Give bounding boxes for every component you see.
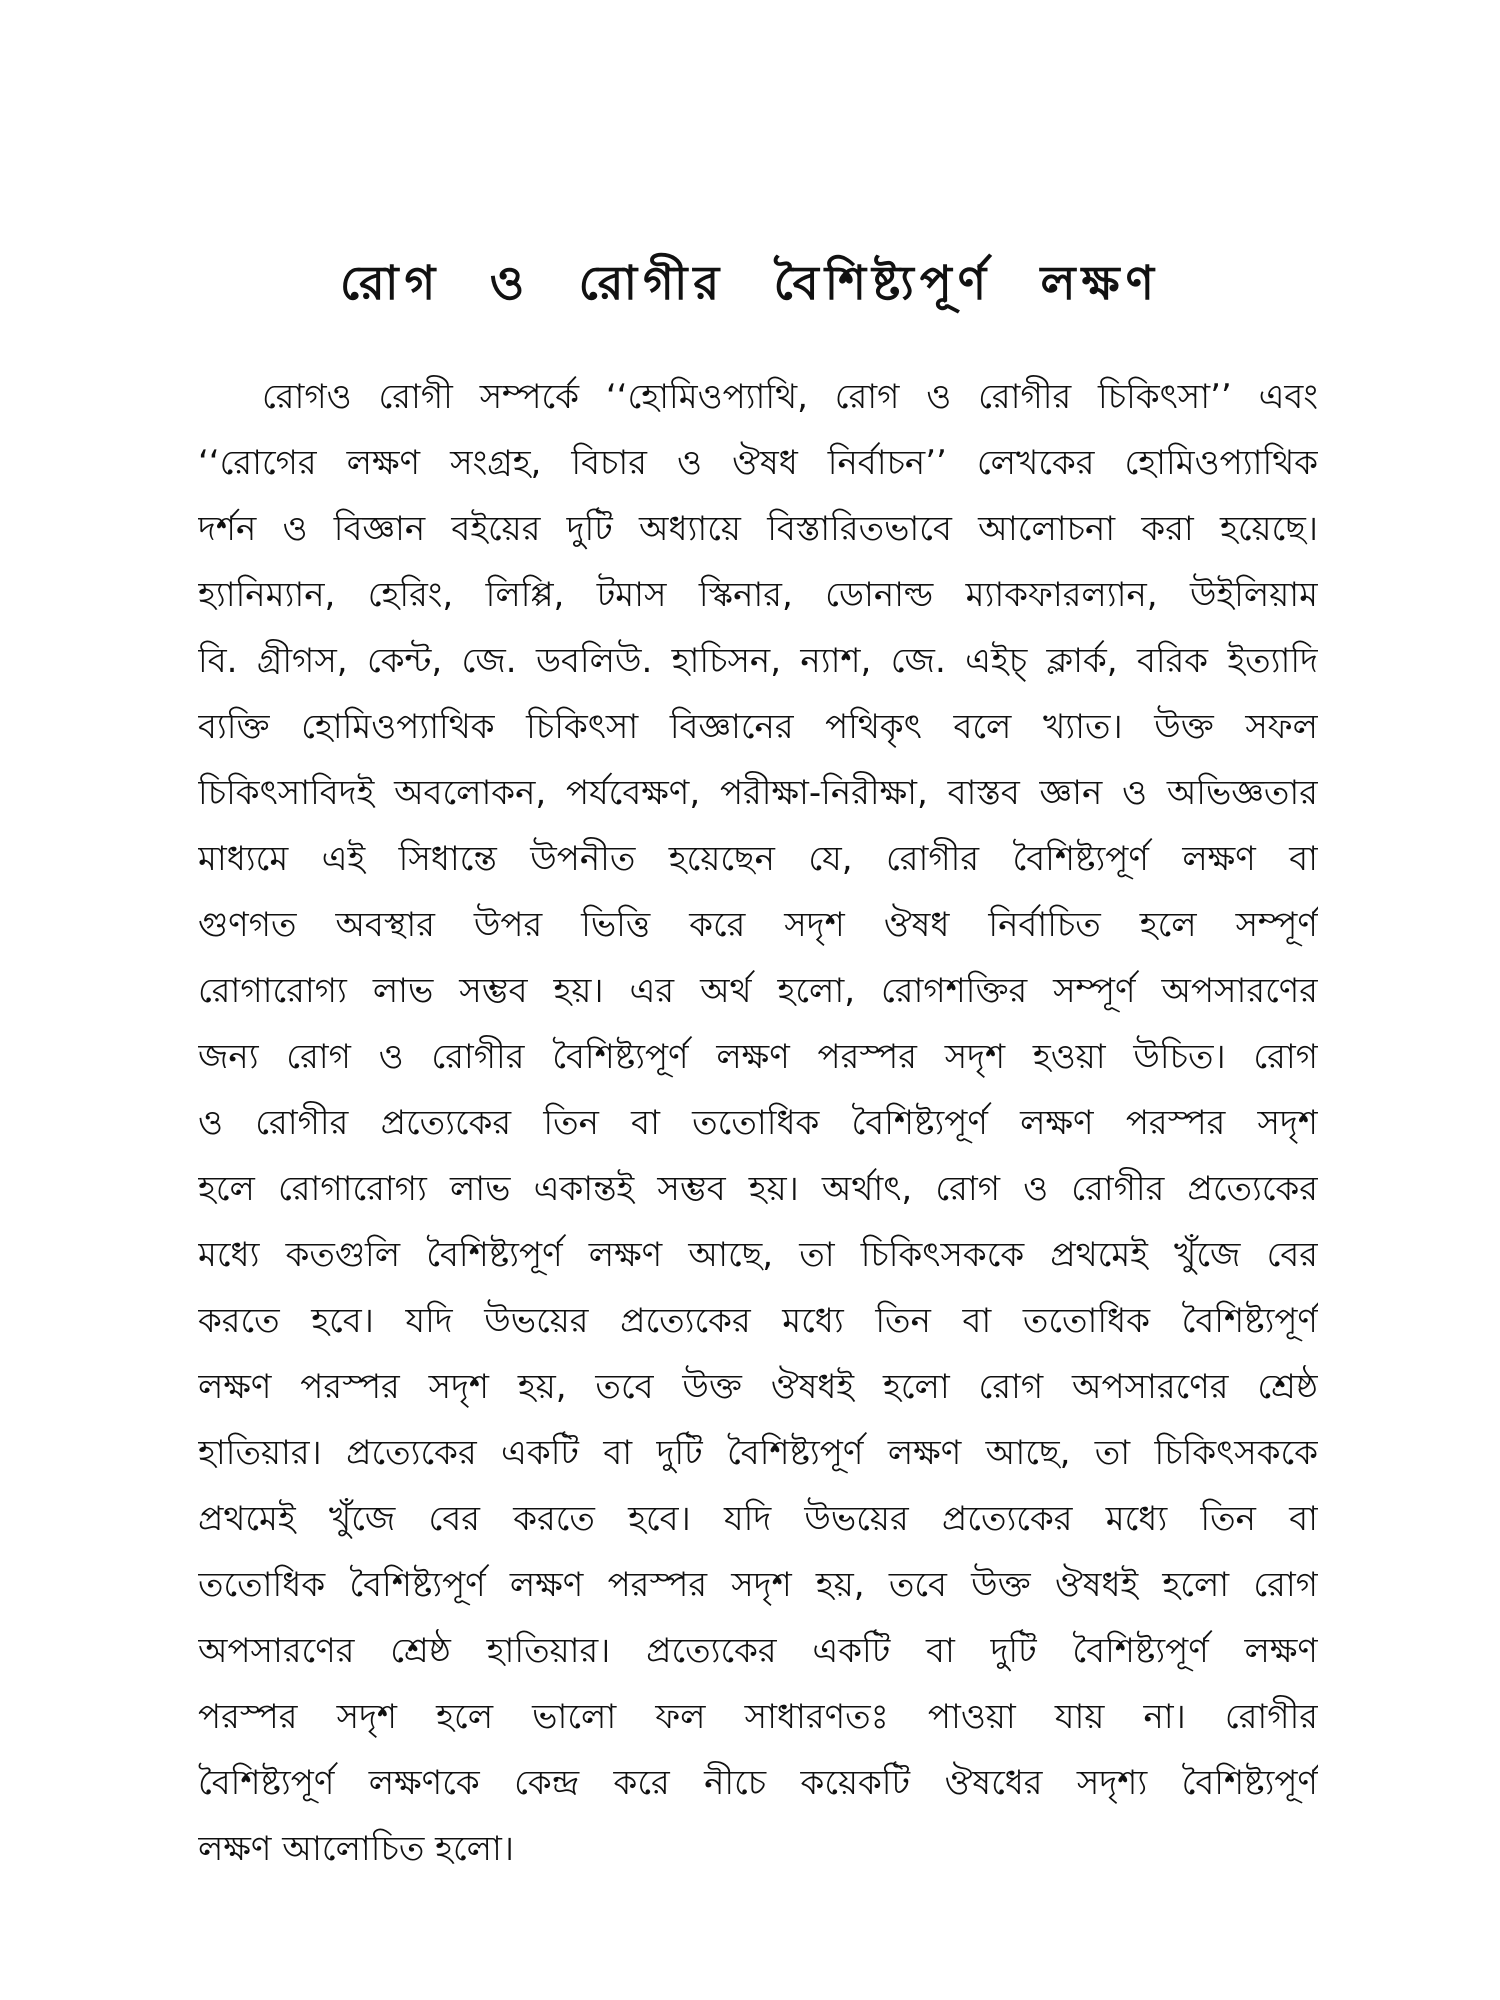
text-line: জন্য রোগ ও রোগীর বৈশিষ্ট্যপূর্ণ লক্ষণ পরস্পর সদৃশ হওয়া উচিত। রোগ: [198, 1037, 1318, 1077]
text-line: হাতিয়ার। প্রত্যেকের একটি বা দুটি বৈশিষ্ট্যপূর্ণ লক্ষণ আছে, তা চিকিৎসককে: [198, 1433, 1318, 1473]
text-line: লক্ষণ পরস্পর সদৃশ হয়, তবে উক্ত ঔষধই হলো রোগ অপসারণের শ্রেষ্ঠ: [198, 1367, 1318, 1407]
text-line: বৈশিষ্ট্যপূর্ণ লক্ষণকে কেন্দ্র করে নীচে কয়েকটি ঔষধের সদৃশ্য বৈশিষ্ট্যপূর্ণ: [198, 1763, 1318, 1803]
body-paragraph: [198, 364, 1318, 1882]
text-line: চিকিৎসাবিদই অবলোকন, পর্যবেক্ষণ, পরীক্ষা-নিরীক্ষা, বাস্তব জ্ঞান ও অভিজ্ঞতার: [198, 773, 1318, 813]
text-line: দর্শন ও বিজ্ঞান বইয়ের দুটি অধ্যায়ে বিস্তারিতভাবে আলোচনা করা হয়েছে।: [198, 509, 1318, 549]
text-line: ব্যক্তি হোমিওপ্যাথিক চিকিৎসা বিজ্ঞানের পথিকৃৎ বলে খ্যাত। উক্ত সফল: [198, 707, 1318, 747]
text-line: করতে হবে। যদি উভয়ের প্রত্যেকের মধ্যে তিন বা ততোধিক বৈশিষ্ট্যপূর্ণ: [198, 1301, 1318, 1341]
text-line: প্রথমেই খুঁজে বের করতে হবে। যদি উভয়ের প্রত্যেকের মধ্যে তিন বা: [198, 1499, 1318, 1539]
text-line: পরস্পর সদৃশ হলে ভালো ফল সাধারণতঃ পাওয়া যায় না। রোগীর: [198, 1697, 1318, 1737]
page-title: রোগ ও রোগীর বৈশিষ্ট্যপূর্ণ লক্ষণ: [339, 256, 1161, 311]
text-line: হলে রোগারোগ্য লাভ একান্তই সম্ভব হয়। অর্থাৎ, রোগ ও রোগীর প্রত্যেকের: [198, 1169, 1318, 1209]
text-line: মাধ্যমে এই সিধান্তে উপনীত হয়েছেন যে, রোগীর বৈশিষ্ট্যপূর্ণ লক্ষণ বা: [198, 839, 1318, 879]
text-line: গুণগত অবস্থার উপর ভিত্তি করে সদৃশ ঔষধ নির্বাচিত হলে সম্পূর্ণ: [198, 905, 1318, 945]
text-line: মধ্যে কতগুলি বৈশিষ্ট্যপূর্ণ লক্ষণ আছে, তা চিকিৎসককে প্রথমেই খুঁজে বের: [198, 1235, 1318, 1275]
text-line: রোগারোগ্য লাভ সম্ভব হয়। এর অর্থ হলো, রোগশক্তির সম্পূর্ণ অপসারণের: [198, 971, 1318, 1011]
text-line: হ্যানিম্যান, হেরিং, লিপ্পি, টমাস স্কিনার, ডোনাল্ড ম্যাকফারল্যান, উইলিয়াম: [198, 575, 1318, 615]
text-line: বি. গ্রীগস, কেন্ট, জে. ডবলিউ. হাচিসন, ন্যাশ, জে. এইচ্ ক্লার্ক, বরিক ইত্যাদি: [198, 641, 1318, 681]
text-line: অপসারণের শ্রেষ্ঠ হাতিয়ার। প্রত্যেকের একটি বা দুটি বৈশিষ্ট্যপূর্ণ লক্ষণ: [198, 1631, 1318, 1671]
text-line: ‘‘রোগের লক্ষণ সংগ্রহ, বিচার ও ঔষধ নির্বাচন’’ লেখকের হোমিওপ্যাথিক: [198, 443, 1318, 483]
text-line: লক্ষণ আলোচিত হলো।: [198, 1829, 515, 1869]
text-line: রোগও রোগী সম্পর্কে ‘‘হোমিওপ্যাথি, রোগ ও রোগীর চিকিৎসা’’ এবং: [262, 377, 1318, 417]
text-line: ততোধিক বৈশিষ্ট্যপূর্ণ লক্ষণ পরস্পর সদৃশ হয়, তবে উক্ত ঔষধই হলো রোগ: [198, 1565, 1318, 1605]
text-line: ও রোগীর প্রত্যেকের তিন বা ততোধিক বৈশিষ্ট্যপূর্ণ লক্ষণ পরস্পর সদৃশ: [198, 1103, 1318, 1143]
